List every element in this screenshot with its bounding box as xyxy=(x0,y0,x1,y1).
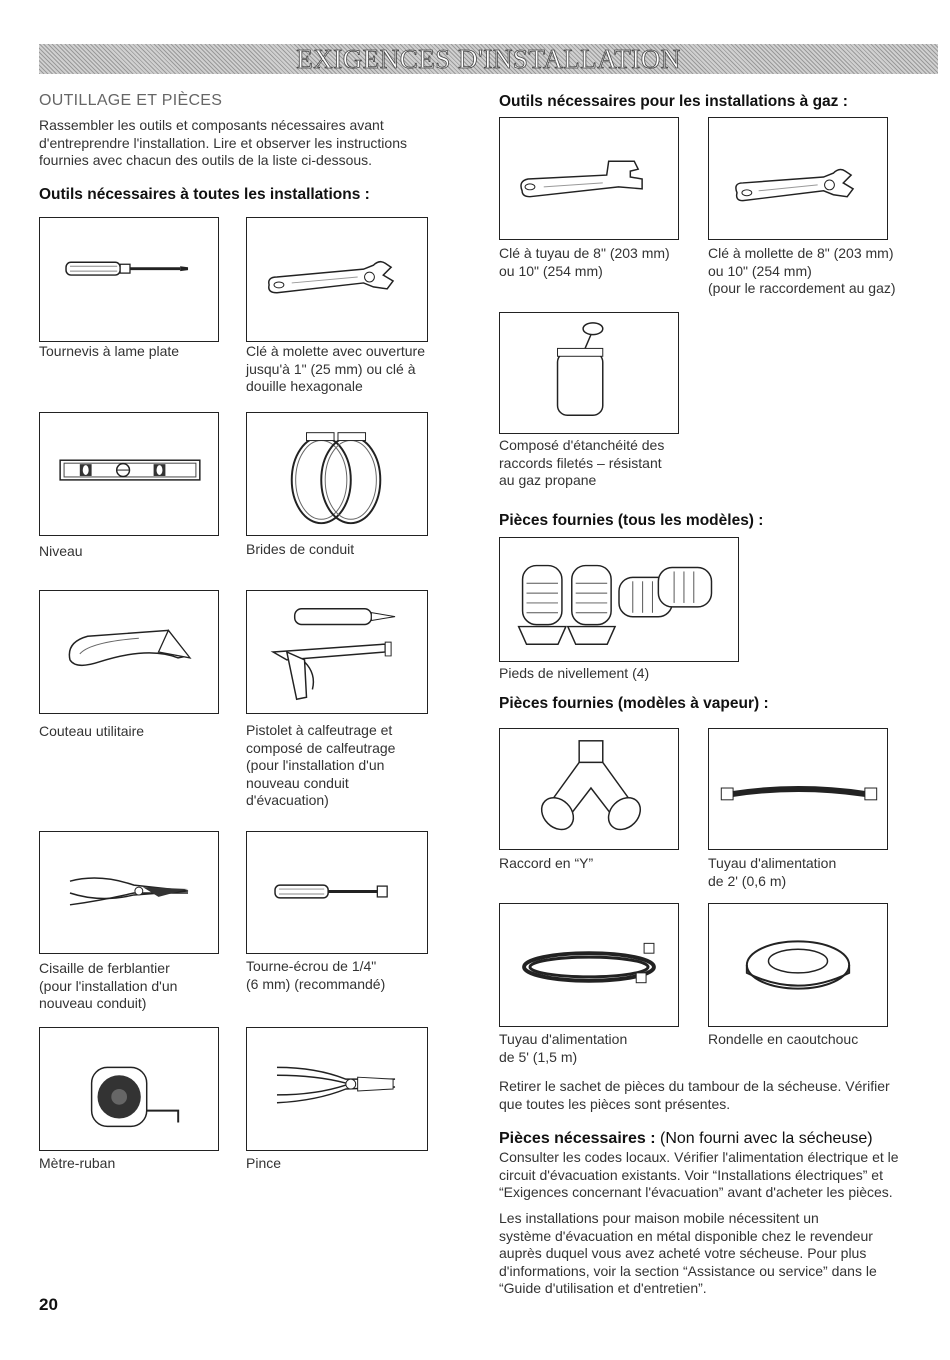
nut-driver-icon xyxy=(247,832,427,953)
section-heading: OUTILLAGE ET PIÈCES xyxy=(39,92,223,109)
rubber-washer-box xyxy=(708,903,888,1027)
pipe-wrench-caption: Clé à tuyau de 8" (203 mm) ou 10" (254 mm) xyxy=(499,245,670,279)
pipe-wrench-icon xyxy=(500,118,678,239)
adjustable-wrench-icon xyxy=(247,218,427,341)
y-connector-caption: Raccord en “Y” xyxy=(499,855,594,871)
tape-measure-caption: Mètre-ruban xyxy=(39,1155,116,1171)
parts-needed-subheading: (Non fourni avec la sécheuse) xyxy=(660,1130,873,1147)
pipe-wrench-box xyxy=(499,117,679,240)
leveling-legs-caption: Pieds de nivellement (4) xyxy=(499,665,650,681)
parts-all-heading: Pièces fournies (tous les modèles) : xyxy=(499,512,764,529)
short-hose-icon xyxy=(709,729,887,849)
pliers-box xyxy=(246,1027,428,1151)
page-title: EXIGENCES D'INSTALLATION xyxy=(296,44,681,74)
rubber-washer-caption: Rondelle en caoutchouc xyxy=(708,1031,859,1047)
caulking-gun-caption: Pistolet à calfeutrage et composé de calfeutrage (pour l'installation d'un nouveau conduit d'évacuation) xyxy=(246,722,396,808)
tape-measure-icon xyxy=(40,1028,218,1150)
leveling-legs-icon xyxy=(500,538,738,661)
y-connector-icon xyxy=(500,729,678,849)
flat-screwdriver-icon xyxy=(40,218,218,341)
pipe-compound-caption: Composé d'étanchéité des raccords filetés – résistant au gaz propane xyxy=(499,437,665,488)
tin-snips-caption: Cisaille de ferblantier (pour l'installation d'un nouveau conduit) xyxy=(39,960,178,1011)
short-hose-caption: Tuyau d'alimentation de 2' (0,6 m) xyxy=(708,855,837,889)
page-number: 20 xyxy=(39,1295,58,1314)
caulking-gun-box xyxy=(246,590,428,714)
utility-knife-icon xyxy=(40,591,218,713)
gas-wrench-caption: Clé à mollette de 8" (203 mm) ou 10" (254 mm) (pour le raccordement au gaz) xyxy=(708,245,896,296)
remove-parts-note: Retirer le sachet de pièces du tambour de la sécheuse. Vérifier que toutes les pièces sont présentes. xyxy=(499,1078,890,1112)
parts-needed-text: Consulter les codes locaux. Vérifier l'alimentation électrique et le circuit d'évacuation existants. Voir “Installations électriques” et “Exigences concernant l'évacuation” avant d'acheter les pièces. xyxy=(499,1149,899,1200)
parts-needed-heading: Pièces nécessaires : xyxy=(499,1130,656,1147)
rubber-washer-icon xyxy=(709,904,887,1026)
long-hose-icon xyxy=(500,904,678,1026)
nut-driver-box xyxy=(246,831,428,954)
intro-text: Rassembler les outils et composants nécessaires avant d'entreprendre l'installation. Lire et observer les instructions fournies avec chacun des outils de la liste ci-dessous. xyxy=(39,117,407,168)
tin-snips-icon xyxy=(40,832,218,953)
title-banner xyxy=(39,44,938,74)
caulking-gun-icon xyxy=(247,591,427,713)
long-hose-box xyxy=(499,903,679,1027)
level-icon xyxy=(40,413,218,535)
flat-screwdriver-caption: Tournevis à lame plate xyxy=(39,343,180,359)
long-hose-caption: Tuyau d'alimentation de 5' (1,5 m) xyxy=(499,1031,628,1065)
parts-needed-heading-line xyxy=(499,1130,873,1148)
duct-clamps-icon xyxy=(247,413,427,535)
duct-clamps-caption: Brides de conduit xyxy=(246,541,355,557)
leveling-legs-box xyxy=(499,537,739,662)
nut-driver-caption: Tourne-écrou de 1/4" (6 mm) (recommandé) xyxy=(246,958,386,992)
pipe-compound-icon xyxy=(500,313,678,433)
adjustable-wrench-caption: Clé à molette avec ouverture jusqu'à 1" (25 mm) ou clé à douille hexagonale xyxy=(246,343,425,394)
y-connector-box xyxy=(499,728,679,850)
utility-knife-box xyxy=(39,590,219,714)
pliers-caption: Pince xyxy=(246,1155,282,1171)
flat-screwdriver-box xyxy=(39,217,219,342)
pliers-icon xyxy=(247,1028,427,1150)
adjustable-wrench-box xyxy=(246,217,428,342)
adjustable-wrench-icon xyxy=(709,118,887,239)
pipe-compound-box xyxy=(499,312,679,434)
tools-heading: Outils nécessaires à toutes les installations : xyxy=(39,186,370,203)
duct-clamps-box xyxy=(246,412,428,536)
tape-measure-box xyxy=(39,1027,219,1151)
utility-knife-caption: Couteau utilitaire xyxy=(39,723,145,739)
level-caption: Niveau xyxy=(39,543,83,559)
level-box xyxy=(39,412,219,536)
parts-steam-heading: Pièces fournies (modèles à vapeur) : xyxy=(499,695,769,712)
mobile-home-text: Les installations pour maison mobile nécessitent un système d'évacuation en métal disponible chez le revendeur auprès duquel vous avez acheté votre sécheuse. Pour plus d'informations, voir la section “Assistance ou service” dans le “Guide d'utilisation et d'entretien”. xyxy=(499,1210,877,1296)
gas-wrench-box xyxy=(708,117,888,240)
gas-tools-heading: Outils nécessaires pour les installations à gaz : xyxy=(499,93,848,110)
tin-snips-box xyxy=(39,831,219,954)
short-hose-box xyxy=(708,728,888,850)
